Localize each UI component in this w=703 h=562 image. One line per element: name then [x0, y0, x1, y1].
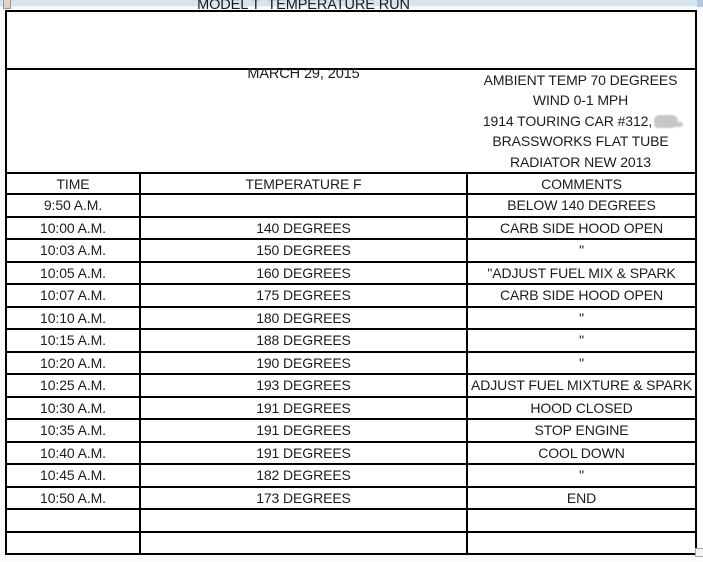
temperature-cell: 175 DEGREES	[139, 285, 466, 306]
table-resize-handle[interactable]	[695, 548, 703, 557]
table-row	[7, 218, 695, 241]
column-header-time: TIME	[56, 175, 90, 192]
conditions-block	[7, 70, 695, 174]
table-row	[7, 330, 695, 353]
condition-radiator-year: RADIATOR NEW 2013	[510, 153, 651, 170]
table-row	[7, 263, 695, 286]
table-row	[7, 375, 695, 398]
table-row	[7, 285, 695, 308]
temperature-cell: 190 DEGREES	[139, 353, 466, 374]
time-cell: 10:20 A.M.	[40, 354, 106, 371]
table-header-row	[7, 174, 695, 195]
time-cell: 10:40 A.M.	[40, 444, 106, 461]
condition-car-text: 1914 TOURING CAR #312,	[482, 112, 653, 129]
redaction-blob	[654, 115, 678, 128]
temperature-cell: 140 DEGREES	[139, 218, 466, 239]
comment-cell: "ADJUST FUEL MIX & SPARK	[466, 263, 695, 284]
comment-cell	[466, 533, 695, 554]
temperature-cell: 173 DEGREES	[139, 488, 466, 509]
time-cell: 10:25 A.M.	[40, 377, 106, 394]
column-header-temperature: TEMPERATURE F	[139, 174, 466, 193]
comment-cell: "	[466, 330, 695, 351]
comment-cell: "	[466, 240, 695, 261]
time-cell: 10:35 A.M.	[40, 422, 106, 439]
table-row	[7, 308, 695, 331]
temperature-cell	[139, 195, 466, 216]
table-row	[7, 420, 695, 443]
temperature-cell	[139, 510, 466, 531]
table-row	[7, 533, 695, 554]
comment-cell: CARB SIDE HOOD OPEN	[466, 218, 695, 239]
table-row	[7, 465, 695, 488]
table-row	[7, 510, 695, 533]
table-row	[7, 195, 695, 218]
time-cell: 9:50 A.M.	[43, 197, 103, 214]
time-cell	[7, 533, 139, 554]
comment-cell: STOP ENGINE	[466, 420, 695, 441]
table-move-handle-icon	[3, 0, 11, 9]
table-row	[7, 240, 695, 263]
temperature-cell: 191 DEGREES	[139, 443, 466, 464]
comment-cell: COOL DOWN	[466, 443, 695, 464]
comment-cell: HOOD CLOSED	[466, 398, 695, 419]
comment-cell: "	[466, 308, 695, 329]
temperature-cell	[139, 533, 466, 554]
time-cell: 10:00 A.M.	[40, 219, 106, 236]
column-header-comments: COMMENTS	[466, 174, 695, 193]
temperature-cell: 193 DEGREES	[139, 375, 466, 396]
table-row	[7, 488, 695, 511]
comment-cell: "	[466, 465, 695, 486]
temperature-cell: 180 DEGREES	[139, 308, 466, 329]
temperature-cell: 182 DEGREES	[139, 465, 466, 486]
table-row	[7, 398, 695, 421]
comment-cell: CARB SIDE HOOD OPEN	[466, 285, 695, 306]
time-cell	[7, 510, 139, 531]
comment-cell	[466, 510, 695, 531]
comment-cell: ADJUST FUEL MIXTURE & SPARK	[466, 375, 695, 396]
condition-car	[466, 111, 695, 132]
time-cell: 10:45 A.M.	[40, 467, 106, 484]
temperature-cell: 191 DEGREES	[139, 398, 466, 419]
temperature-cell: 191 DEGREES	[139, 420, 466, 441]
table-row	[7, 353, 695, 376]
condition-ambient-temp: AMBIENT TEMP 70 DEGREES	[483, 71, 678, 88]
time-cell: 10:10 A.M.	[40, 309, 106, 326]
time-cell: 10:50 A.M.	[40, 489, 106, 506]
temperature-run-table	[5, 0, 697, 555]
table-body	[7, 195, 695, 553]
time-cell: 10:15 A.M.	[40, 332, 106, 349]
temperature-cell: 160 DEGREES	[139, 263, 466, 284]
temperature-cell: 188 DEGREES	[139, 330, 466, 351]
comment-cell: END	[466, 488, 695, 509]
doc-title: MODEL T TEMPERATURE RUN	[197, 0, 410, 13]
temperature-cell: 150 DEGREES	[139, 240, 466, 261]
table-row	[7, 443, 695, 466]
time-cell: 10:03 A.M.	[40, 242, 106, 259]
comment-cell: "	[466, 353, 695, 374]
time-cell: 10:05 A.M.	[40, 264, 106, 281]
time-cell: 10:30 A.M.	[40, 399, 106, 416]
window-strip-corner	[697, 0, 703, 7]
condition-wind: WIND 0-1 MPH	[532, 92, 629, 109]
comment-cell: BELOW 140 DEGREES	[466, 195, 695, 216]
condition-radiator-type: BRASSWORKS FLAT TUBE	[492, 133, 669, 150]
time-cell: 10:07 A.M.	[40, 287, 106, 304]
doc-date: MARCH 29, 2015	[247, 66, 360, 82]
